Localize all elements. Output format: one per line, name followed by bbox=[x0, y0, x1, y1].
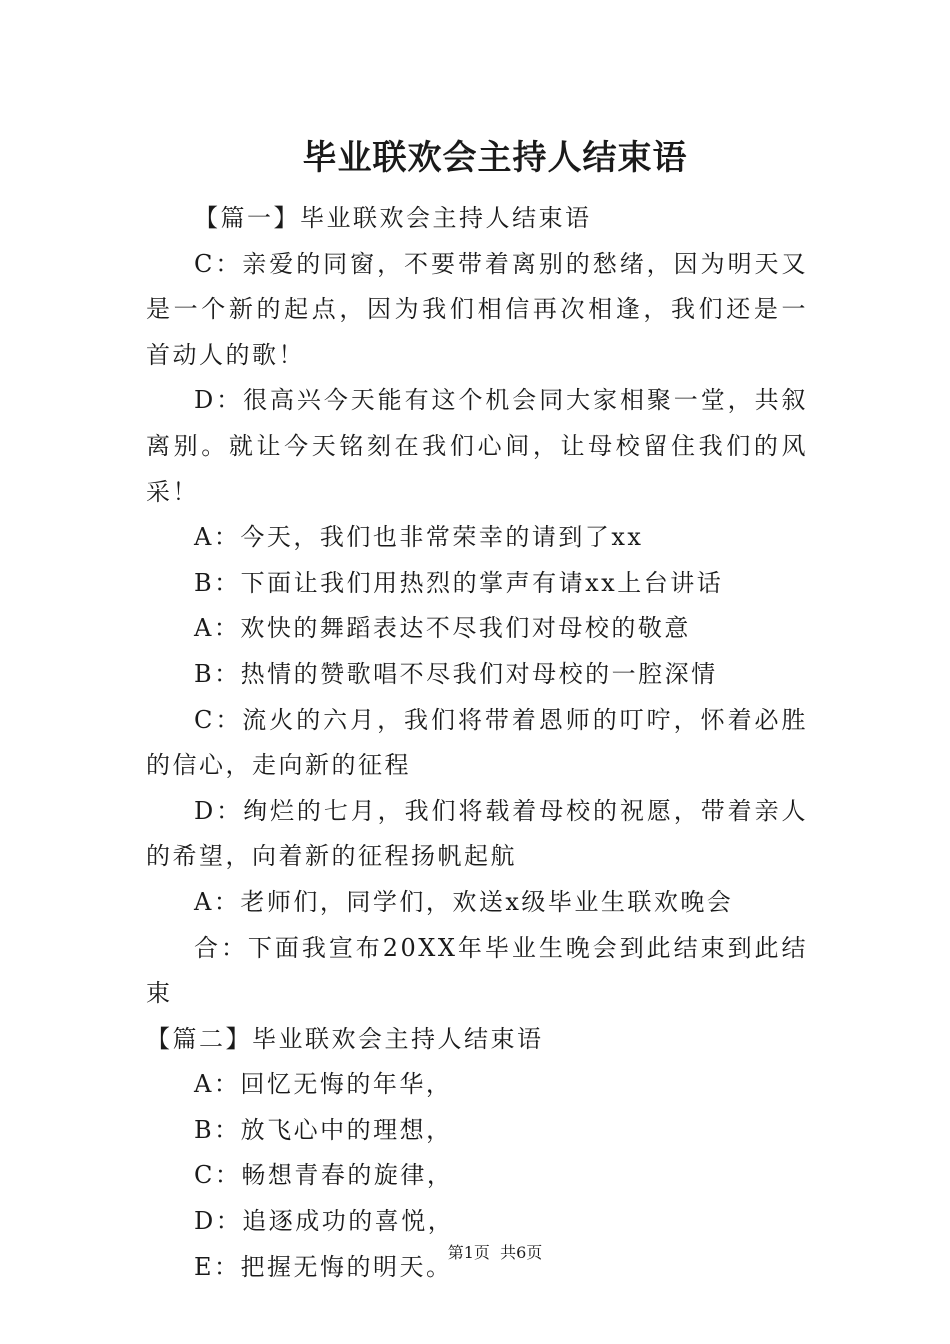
document-title: 毕业联欢会主持人结束语 bbox=[302, 138, 688, 178]
paragraph: C：流火的六月，我们将带着恩师的叮咛，怀着必胜的信心，走向新的征程 bbox=[146, 705, 808, 780]
paragraph: E：把握无悔的明天。 bbox=[194, 1252, 453, 1281]
paragraph: D：很高兴今天能有这个机会同大家相聚一堂，共叙离别。就让今天铭刻在我们心间，让母校留住我们的风采！ bbox=[146, 386, 808, 506]
paragraph: C：亲爱的同窗，不要带着离别的愁绪，因为明天又是一个新的起点，因为我们相信再次相逢，我们还是一首动人的歌！ bbox=[146, 249, 808, 369]
paragraph: C：畅想青春的旋律， bbox=[194, 1161, 454, 1190]
section-heading: 【篇二】毕业联欢会主持人结束语 bbox=[146, 1024, 544, 1053]
paragraph: D：追逐成功的喜悦， bbox=[194, 1207, 455, 1236]
paragraph: A：老师们，同学们，欢送x级毕业生联欢晚会 bbox=[194, 887, 734, 916]
paragraph: A：回忆无悔的年华， bbox=[194, 1070, 453, 1099]
document-body bbox=[146, 196, 808, 1290]
page-number-label: 第1页 共6页 bbox=[447, 1243, 543, 1262]
paragraph: B：放飞心中的理想， bbox=[194, 1115, 453, 1144]
paragraph: B：热情的赞歌唱不尽我们对母校的一腔深情 bbox=[194, 659, 718, 688]
page-footer bbox=[0, 1241, 950, 1265]
paragraph: D：绚烂的七月，我们将载着母校的祝愿，带着亲人的希望，向着新的征程扬帆起航 bbox=[146, 796, 808, 871]
paragraph: A：今天，我们也非常荣幸的请到了xx bbox=[194, 523, 644, 552]
paragraph: 合：下面我宣布20XX年毕业生晚会到此结束到此结束 bbox=[146, 933, 808, 1008]
paragraph: 【篇一】毕业联欢会主持人结束语 bbox=[194, 204, 592, 232]
paragraph: A：欢快的舞蹈表达不尽我们对母校的敬意 bbox=[194, 614, 691, 643]
paragraph: B：下面让我们用热烈的掌声有请xx上台讲话 bbox=[194, 568, 724, 597]
